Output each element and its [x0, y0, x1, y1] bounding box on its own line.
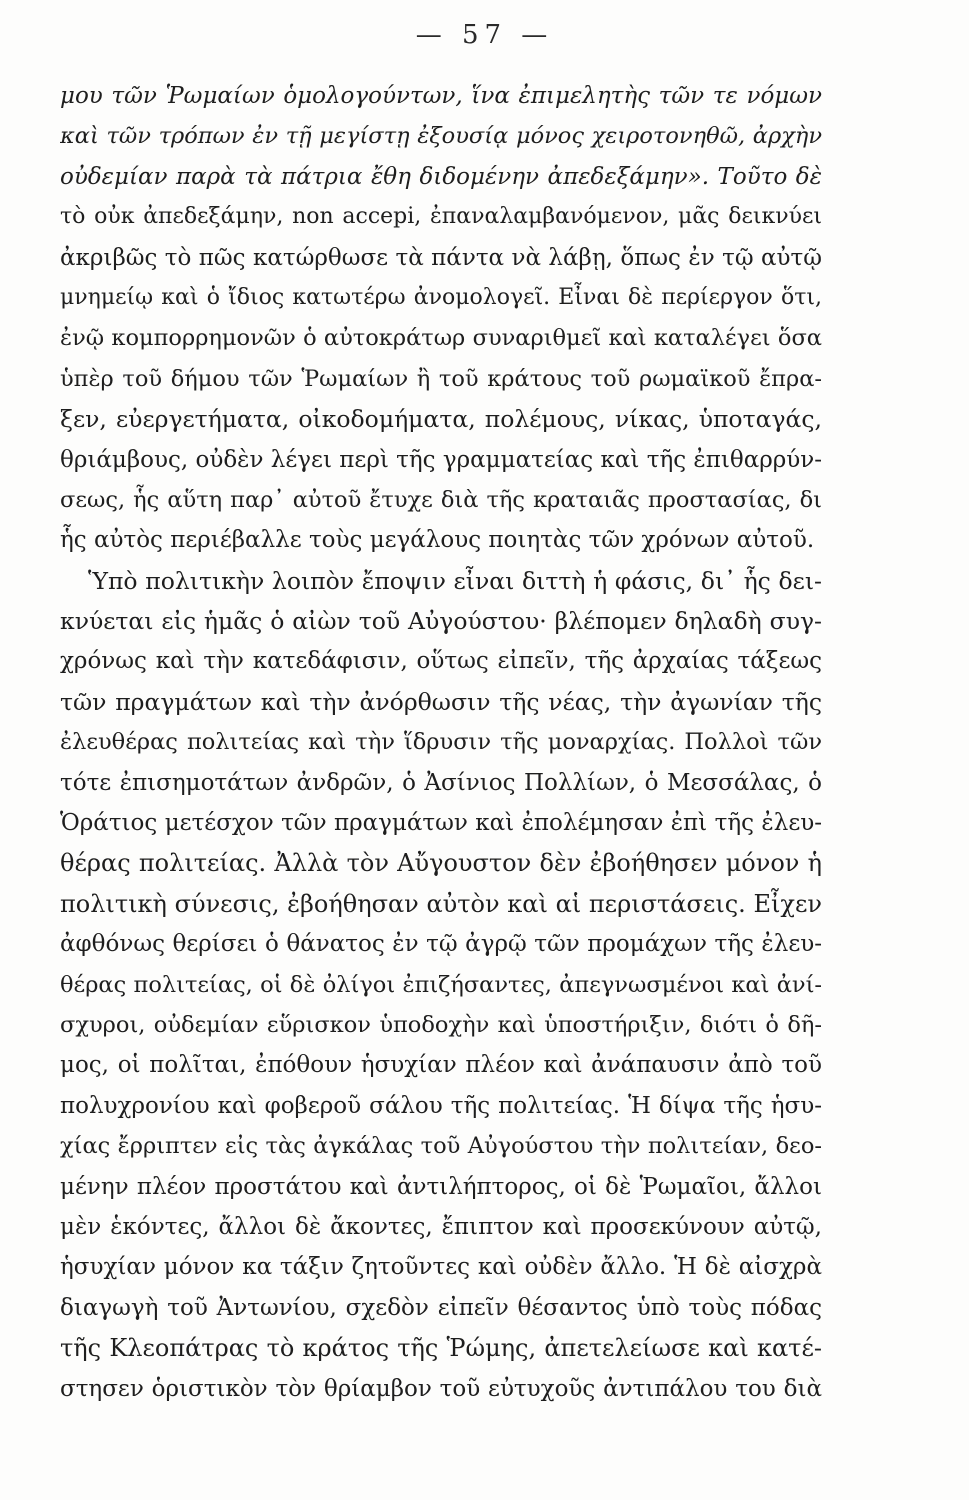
text-line: πολιτικὴ σύνεσις, ἐβοήθησαν αὐτὸν καὶ αἱ περιστάσεις. Εἶχεν — [60, 889, 822, 918]
text-line: ἀκριβῶς τὸ πῶς κατώρθωσε τὰ πάντα νὰ λάβῃ, ὅπως ἐν τῷ αὐτῷ — [60, 244, 822, 271]
text-line: ἡσυχίαν μόνον κα τάξιν ζητοῦντες καὶ οὐδὲν ἄλλο. Ἡ δὲ αἰσχρὰ — [60, 1254, 822, 1281]
text-line: στησεν ὁριστικὸν τὸν θρίαμβον τοῦ εὐτυχοῦς ἀντιπάλου του διὰ — [60, 1375, 822, 1402]
text-line: ἀφθόνως θερίσει ὁ θάνατος ἐν τῷ ἀγρῷ τῶν προμάχων τῆς ἐλευ- — [60, 931, 822, 958]
text-line: μου τῶν Ῥωμαίων ὁμολογούντων, ἵνα ἐπιμελητὴς τῶν τε νόμων — [60, 83, 822, 109]
text-line: θριάμβους, οὐδὲν λέγει περὶ τῆς γραμματείας καὶ τῆς ἐπιθαρρύν- — [60, 446, 822, 473]
text-line: μνημείῳ καὶ ὁ ἴδιος κατωτέρω ἀνομολογεῖ. Εἶναι δὲ περίεργον ὅτι, — [60, 284, 822, 310]
text-line: οὐδεμίαν παρὰ τὰ πάτρια ἔθη διδομένην ἀπεδεξάμην». Τοῦτο δὲ — [60, 163, 822, 190]
text-line: κνύεται εἰς ἡμᾶς ὁ αἰὼν τοῦ Αὐγούστου· βλέπομεν δηλαδὴ συγ- — [60, 607, 822, 636]
body-text — [60, 76, 822, 1409]
text-line: πολυχρονίου καὶ φοβεροῦ σάλου τῆς πολιτείας. Ἡ δίψα τῆς ἡσυ- — [60, 1092, 822, 1119]
text-line: σχυροι, οὐδεμίαν εὕρισκον ὑποδοχὴν καὶ ὑποστήριξιν, διότι ὁ δῆ- — [60, 1011, 822, 1038]
text-line: ὑπὲρ τοῦ δήμου τῶν Ῥωμαίων ἢ τοῦ κράτους τοῦ ρωμαϊκοῦ ἔπρα- — [60, 365, 822, 392]
text-line: ξεν, εὐεργετήματα, οἰκοδομήματα, πολέμους, νίκας, ὑποταγάς, — [60, 405, 822, 434]
text-line: τῶν πραγμάτων καὶ τὴν ἀνόρθωσιν τῆς νέας, τὴν ἀγωνίαν τῆς — [60, 687, 822, 716]
text-line: τῆς Κλεοπάτρας τὸ κράτος τῆς Ῥώμης, ἀπετελείωσε καὶ κατέ- — [60, 1334, 822, 1363]
text-line: θέρας πολιτείας, οἱ δὲ ὀλίγοι ἐπιζήσαντες, ἀπεγνωσμένοι καὶ ἀνί- — [60, 971, 822, 998]
text-line: Ὑπὸ πολιτικὴν λοιπὸν ἔποψιν εἶναι διττὴ ἡ φάσις, δι᾽ ἧς δει- — [88, 566, 822, 595]
text-line: χίας ἔρριπτεν εἰς τὰς ἀγκάλας τοῦ Αὐγούστου τὴν πολιτείαν, δεο- — [60, 1133, 822, 1160]
text-line: διαγωγὴ τοῦ Ἀντωνίου, σχεδὸν εἰπεῖν θέσαντος ὑπὸ τοὺς πόδας — [60, 1294, 822, 1321]
text-line: ἐλευθέρας πολιτείας καὶ τὴν ἵδρυσιν τῆς μοναρχίας. Πολλοὶ τῶν — [60, 729, 822, 756]
text-line: τότε ἐπισημοτάτων ἀνδρῶν, ὁ Ἀσίνιος Πολλίων, ὁ Μεσσάλας, ὁ — [60, 769, 822, 796]
text-line: ἧς αὐτὸς περιέβαλλε τοὺς μεγάλους ποιητὰς τῶν χρόνων αὐτοῦ. — [60, 527, 815, 554]
text-line: ἐνῷ κομπορρημονῶν ὁ αὐτοκράτωρ συναριθμεῖ καὶ καταλέγει ὅσα — [60, 325, 822, 352]
text-line: τὸ οὐκ ἀπεδεξάμην, non accepi, ἐπαναλαμβανόμενον, μᾶς δεικνύει — [60, 204, 822, 230]
text-line: μος, οἱ πολῖται, ἐπόθουν ἡσυχίαν πλέον καὶ ἀνάπαυσιν ἀπὸ τοῦ — [60, 1052, 822, 1079]
text-line: θέρας πολιτείας. Ἀλλὰ τὸν Αὔγουστον δὲν ἐβοήθησεν μόνον ἡ — [60, 849, 822, 878]
text-line: χρόνως καὶ τὴν κατεδάφισιν, οὕτως εἰπεῖν, τῆς ἀρχαίας τάξεως — [60, 648, 822, 675]
text-line: μένην πλέον προστάτου καὶ ἀντιλήπτορος, οἱ δὲ Ῥωμαῖοι, ἄλλοι — [60, 1173, 822, 1200]
text-line: Ὁράτιος μετέσχον τῶν πραγμάτων καὶ ἐπολέμησαν ἐπὶ τῆς ἐλευ- — [60, 810, 822, 837]
page-number: — 57 — — [415, 20, 554, 50]
text-line: μὲν ἑκόντες, ἄλλοι δὲ ἄκοντες, ἔπιπτον καὶ προσεκύνουν αὐτῷ, — [60, 1213, 822, 1240]
text-line: σεως, ἧς αὕτη παρ᾽ αὐτοῦ ἔτυχε διὰ τῆς κραταιᾶς προστασίας, δι — [60, 486, 822, 513]
text-line: καὶ τῶν τρόπων ἐν τῇ μεγίστῃ ἐξουσίᾳ μόνος χειροτονηθῶ, ἀρχὴν — [60, 123, 822, 150]
